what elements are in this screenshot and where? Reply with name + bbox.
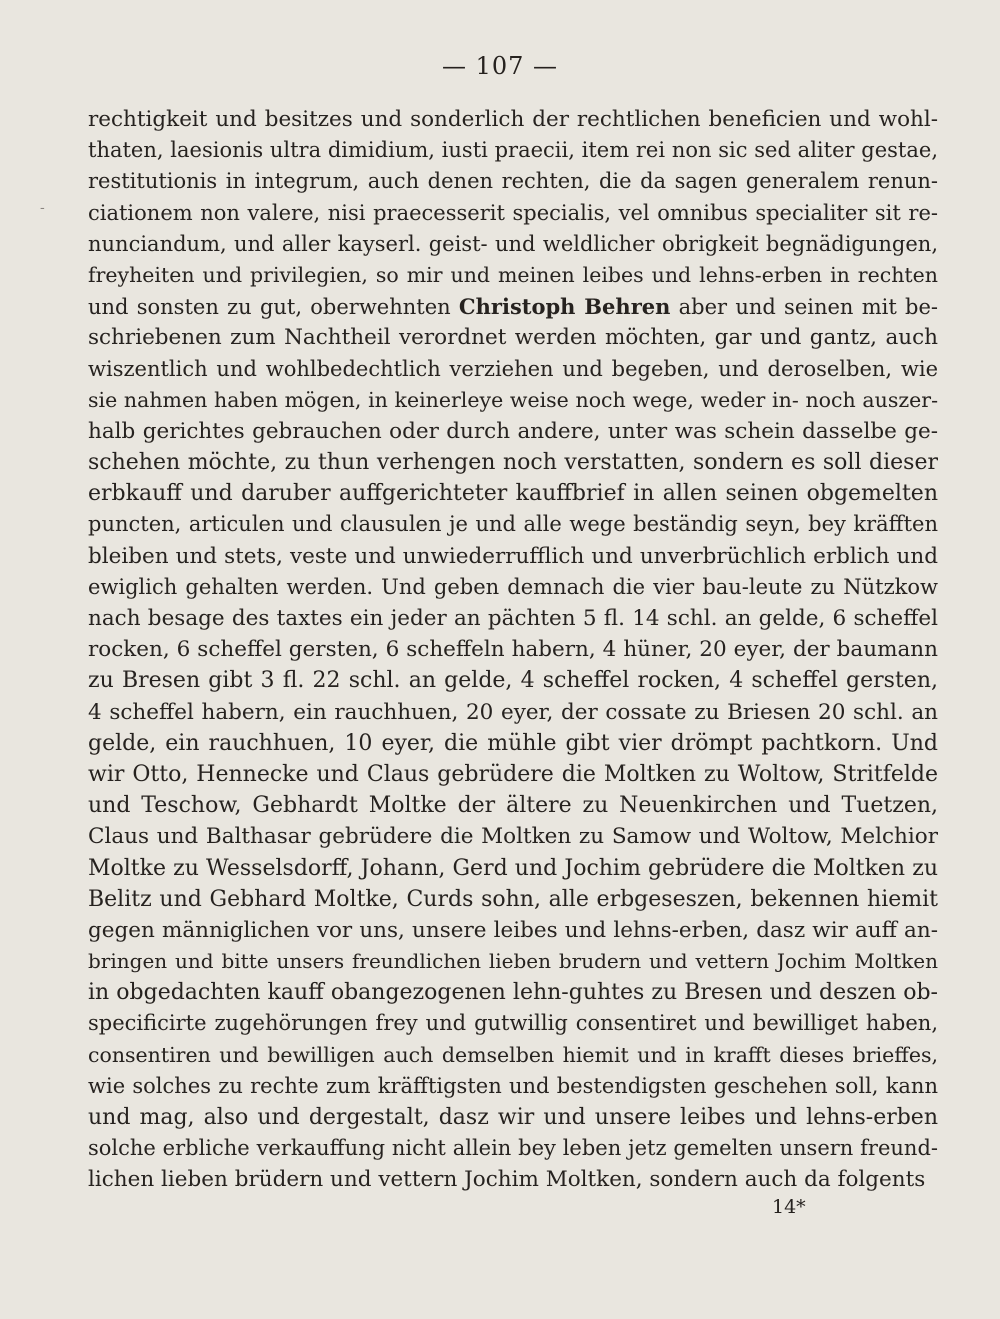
text-line: und mag, also und dergestalt, dasz wir und unsere leibes und lehns-erben bbox=[88, 1105, 938, 1130]
margin-mark: - bbox=[40, 200, 45, 216]
text-line: specificirte zugehörungen frey und gutwillig consentiret und bewilliget haben, bbox=[88, 1011, 938, 1036]
text-line: nunciandum, und aller kayserl. geist- und weldlicher obrigkeit begnädigungen, bbox=[88, 231, 938, 256]
text-line: solche erbliche verkauffung nicht allein bey leben jetz gemelten unsern freund- bbox=[88, 1136, 938, 1161]
text-line: 4 scheffel habern, ein rauchhuen, 20 eyer, der cossate zu Briesen 20 schl. an bbox=[88, 699, 938, 725]
text-line: thaten, laesionis ultra dimidium, iusti praecii, item rei non sic sed aliter gestae, bbox=[88, 138, 938, 163]
text-line: und Teschow, Gebhardt Moltke der ältere zu Neuenkirchen und Tuetzen, bbox=[88, 793, 938, 819]
text-line bbox=[88, 291, 938, 322]
text-line: schriebenen zum Nachtheil verordnet werden möchten, gar und gantz, auch bbox=[88, 325, 938, 351]
name-emphasis: Christoph Behren bbox=[458, 294, 671, 320]
text-line: nach besage des taxtes ein jeder an pächten 5 fl. 14 schl. an gelde, 6 scheffel bbox=[88, 606, 938, 631]
text-line: schehen möchte, zu thun verhengen noch verstatten, sondern es soll dieser bbox=[88, 450, 938, 476]
text-line: restitutionis in integrum, auch denen rechten, die da sagen generalem renun- bbox=[88, 169, 938, 194]
text-line: lichen lieben brüdern und vettern Jochim Moltken, sondern auch da folgents bbox=[88, 1167, 926, 1193]
text-segment: und sonsten zu gut, oberwehnten bbox=[88, 295, 459, 320]
text-line: wir Otto, Hennecke und Claus gebrüdere die Moltken zu Woltow, Stritfelde bbox=[88, 761, 938, 787]
text-line: puncten, articulen und clausulen je und alle wege beständig seyn, bey kräfften bbox=[88, 512, 938, 537]
text-line: ciationem non valere, nisi praecesserit specialis, vel omnibus specialiter sit re- bbox=[88, 200, 938, 225]
text-line: bleiben und stets, veste und unwiederrufflich und unverbrüchlich erblich und bbox=[88, 543, 938, 569]
page-number: — 107 — bbox=[441, 52, 559, 80]
text-line: gegen männiglichen vor uns, unsere leibes und lehns-erben, dasz wir auff an- bbox=[88, 917, 938, 943]
text-segment: aber und seinen mit be- bbox=[670, 295, 938, 320]
text-line: Claus und Balthasar gebrüdere die Moltken zu Samow und Woltow, Melchior bbox=[88, 824, 938, 850]
text-line: halb gerichtes gebrauchen oder durch andere, unter was schein dasselbe ge- bbox=[88, 418, 938, 444]
text-line: consentiren und bewilligen auch demselben hiemit und in krafft dieses brieffes, bbox=[88, 1042, 938, 1067]
text-line: ewiglich gehalten werden. Und geben demnach die vier bau-leute zu Nützkow bbox=[88, 574, 938, 599]
text-line: rocken, 6 scheffel gersten, 6 scheffeln habern, 4 hüner, 20 eyer, der baumann bbox=[88, 637, 938, 663]
body-text bbox=[88, 104, 938, 1196]
text-line: sie nahmen haben mögen, in keinerleye weise noch wege, weder in- noch auszer- bbox=[88, 387, 938, 412]
text-line: Belitz und Gebhard Moltke, Curds sohn, alle erbgeseszen, bekennen hiemit bbox=[88, 886, 938, 912]
text-line: gelde, ein rauchhuen, 10 eyer, die mühle gibt vier drömpt pachtkorn. Und bbox=[88, 730, 938, 756]
text-line: in obgedachten kauff obangezogenen lehn-guhtes zu Bresen und deszen ob- bbox=[88, 980, 938, 1006]
text-line: erbkauff und daruber auffgerichteter kauffbrief in allen seinen obgemelten bbox=[88, 481, 938, 507]
text-line: wie solches zu rechte zum kräfftigsten und bestendigsten geschehen soll, kann bbox=[88, 1073, 938, 1098]
signature-mark: 14* bbox=[772, 1196, 806, 1218]
text-line: rechtigkeit und besitzes und sonderlich der rechtlichen beneficien und wohl- bbox=[88, 107, 938, 132]
text-line: wiszentlich und wohlbedechtlich verziehen und begeben, und deroselben, wie bbox=[88, 356, 938, 381]
text-line: zu Bresen gibt 3 fl. 22 schl. an gelde, 4 scheffel rocken, 4 scheffel gersten, bbox=[88, 668, 938, 694]
text-line: bringen und bitte unsers freundlichen lieben brudern und vettern Jochim Moltken bbox=[88, 949, 938, 974]
text-line: Moltke zu Wesselsdorff, Johann, Gerd und Jochim gebrüdere die Moltken zu bbox=[88, 855, 938, 881]
text-line: freyheiten und privilegien, so mir und meinen leibes und lehns-erben in rechten bbox=[88, 262, 938, 287]
